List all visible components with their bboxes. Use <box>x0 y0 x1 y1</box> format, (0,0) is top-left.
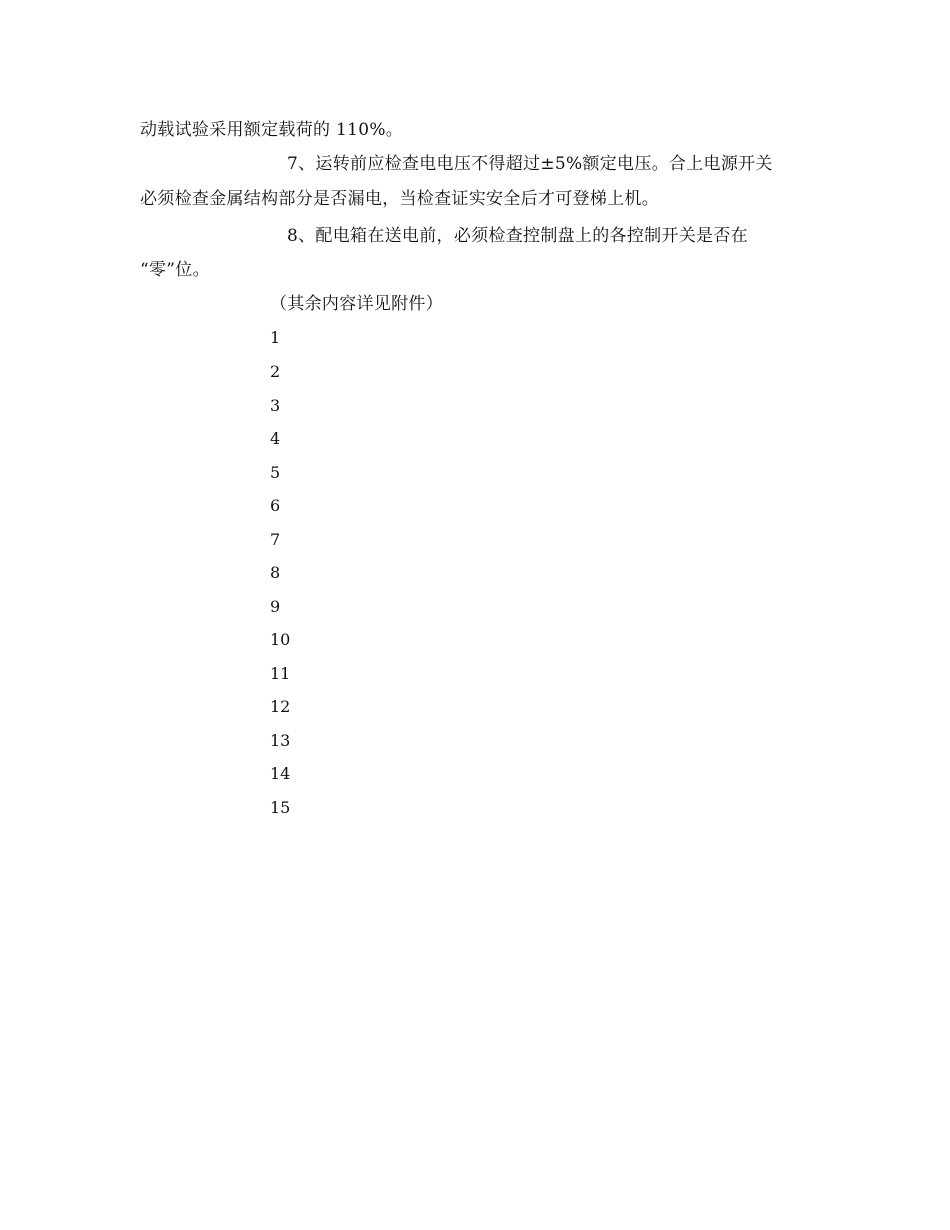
list-number: 3 <box>270 396 281 415</box>
list-number: 5 <box>270 463 281 482</box>
list-number: 2 <box>270 362 281 381</box>
text-line-1: 动载试验采用额定载荷的 110%。 <box>140 120 404 140</box>
list-number: 12 <box>270 697 291 716</box>
text-line-5: “零”位。 <box>140 260 210 280</box>
list-number: 15 <box>270 798 291 817</box>
list-number: 4 <box>270 429 281 448</box>
list-number: 1 <box>270 328 281 347</box>
list-number: 9 <box>270 597 281 616</box>
list-number: 14 <box>270 764 291 783</box>
list-number: 11 <box>270 664 291 683</box>
list-number: 6 <box>270 496 281 515</box>
text-line-4: 8、配电箱在送电前，必须检查控制盘上的各控制开关是否在 <box>287 226 748 246</box>
list-number: 10 <box>270 630 291 649</box>
text-line-2: 7、运转前应检查电电压不得超过±5%额定电压。合上电源开关 <box>287 154 773 174</box>
text-line-6: （其余内容详见附件） <box>270 294 443 314</box>
list-number: 7 <box>270 530 281 549</box>
list-number: 8 <box>270 563 281 582</box>
text-line-3: 必须检查金属结构部分是否漏电，当检查证实安全后才可登梯上机。 <box>140 189 659 209</box>
list-number: 13 <box>270 731 291 750</box>
